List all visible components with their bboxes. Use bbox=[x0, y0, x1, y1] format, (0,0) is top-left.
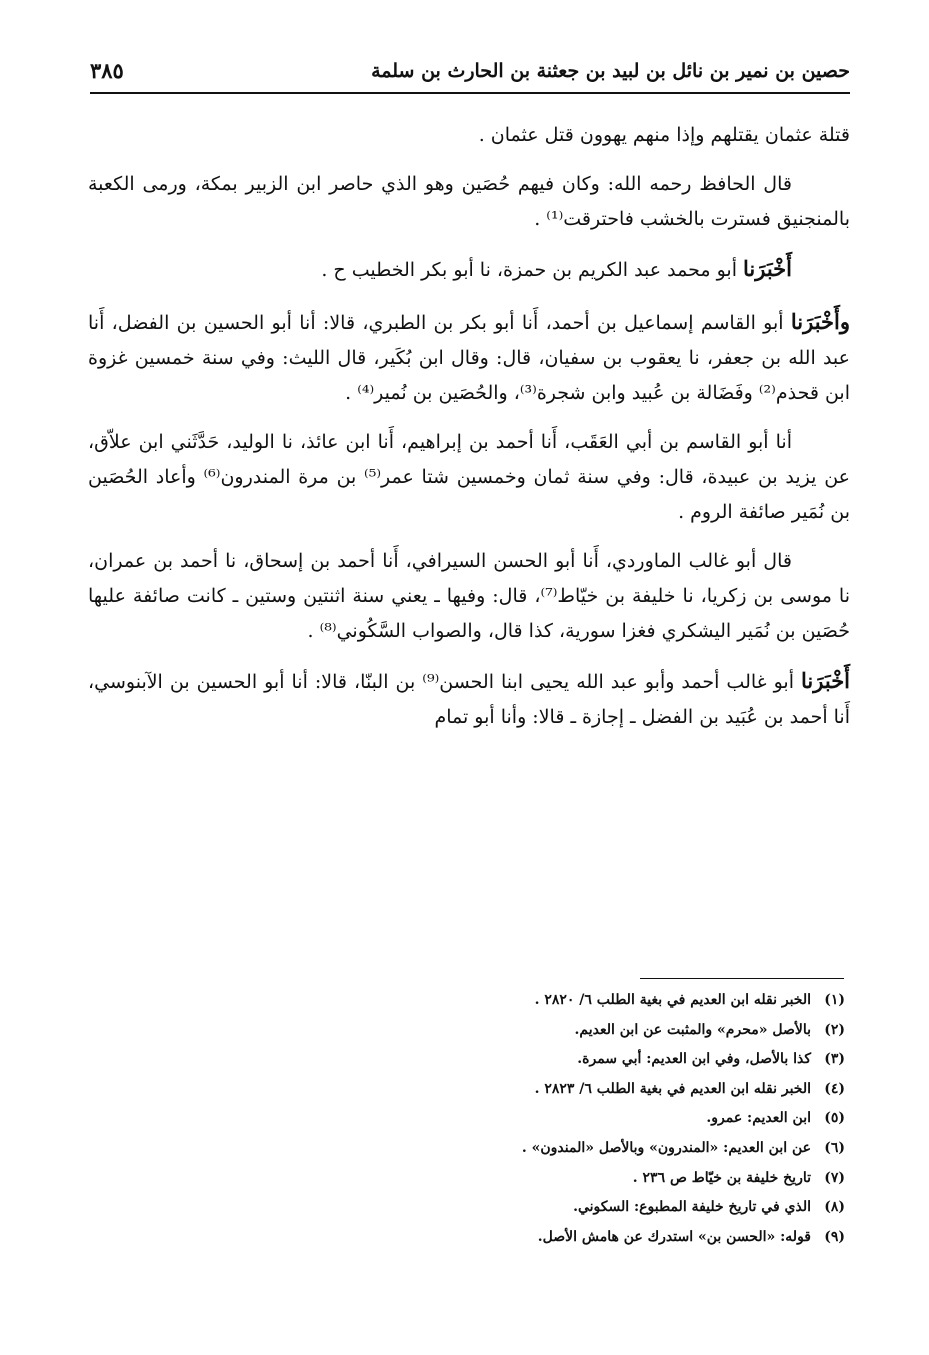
paragraph bbox=[88, 304, 850, 411]
paragraph bbox=[88, 118, 850, 153]
paragraph bbox=[88, 425, 850, 530]
page-header bbox=[90, 52, 850, 94]
footnote-number: (٤) bbox=[824, 1080, 845, 1097]
main-text bbox=[88, 118, 850, 749]
footnote-number: (٩) bbox=[824, 1228, 845, 1245]
paragraph bbox=[88, 167, 850, 237]
footnote-divider bbox=[640, 978, 844, 979]
paragraph-text: أبو القاسم إسماعيل بن أحمد، أَنا أبو بكر بن الطبري، قالا: أنا أبو الحسين بن الفضل، أَنا عبد الله بن جعفر، نا يعقوب بن سفيان، قال: وقال ابن بُكَير، قال الليث: وفي سنة خمسين غزوة ابن قحذم⁽²⁾ وفَضَالة بن عُبيد وابن شجرة⁽³⁾، والحُصَين بن نُمير⁽⁴⁾ . bbox=[88, 312, 850, 404]
footnote-number: (٧) bbox=[824, 1169, 845, 1186]
paragraph-lead: أَخْبَرَنا bbox=[743, 256, 792, 281]
paragraph-text: أبو محمد عبد الكريم بن حمزة، نا أبو بكر الخطيب ح . bbox=[321, 259, 744, 281]
footnote-text: الذي في تاريخ خليفة المطبوع: السكوني. bbox=[573, 1199, 811, 1216]
footnote-number: (١) bbox=[824, 992, 845, 1008]
footnote-text: ابن العديم: عمرو. bbox=[706, 1110, 811, 1127]
footnote bbox=[300, 986, 845, 1016]
footnote bbox=[300, 1223, 845, 1253]
footnotes-list bbox=[300, 986, 845, 1252]
paragraph-text: قال أبو غالب الماوردي، أَنا أبو الحسن السيرافي، أَنا أحمد بن إسحاق، نا أحمد بن عمران، نا موسى بن زكريا، نا خليفة بن خيّاط⁽⁷⁾، قال: وفيها ـ يعني سنة اثنتين وستين ـ كانت صائفة عليها حُصَين بن نُمَير اليشكري فغزا سورية، كذا قال، والصواب السَّكُوني⁽⁸⁾ . bbox=[88, 550, 851, 642]
footnote bbox=[300, 1016, 845, 1046]
footnote bbox=[300, 1045, 845, 1075]
paragraph-text: قال الحافظ رحمه الله: وكان فيهم حُصَين وهو الذي حاصر ابن الزبير بمكة، ورمى الكعبة بالمنجنيق فسترت بالخشب فاحترقت⁽¹⁾ . bbox=[88, 173, 850, 230]
footnote-text: الخبر نقله ابن العديم في بغية الطلب ٦/ ٢٨٢٠ . bbox=[534, 992, 811, 1008]
paragraph-text: أبو غالب أحمد وأبو عبد الله يحيى ابنا الحسن⁽⁹⁾ بن البنّا، قالا: أنا أبو الحسين بن الآبنوسي، أَنا أحمد بن عُبَيد بن الفضل ـ إجازة ـ قالا: وأنا أبو تمام bbox=[88, 671, 850, 728]
paragraph-text: أنا أبو القاسم بن أبي العَقَب، أَنا أحمد بن إبراهيم، أَنا ابن عائذ، نا الوليد، حَدَّثَني ابن علاّق، عن يزيد بن عبيدة، قال: وفي سنة ثمان وخمسين شتا عمر⁽⁵⁾ بن مرة المندرون⁽⁶⁾ وأعاد الحُصَين بن نُمَير صائفة الروم . bbox=[88, 431, 850, 523]
footnote bbox=[300, 1104, 845, 1134]
footnote-number: (٣) bbox=[824, 1051, 845, 1068]
paragraph bbox=[88, 663, 850, 735]
footnote-text: كذا بالأصل، وفي ابن العديم: أبي سمرة. bbox=[577, 1051, 811, 1068]
footnote-text: تاريخ خليفة بن خيّاط ص ٢٣٦ . bbox=[632, 1169, 811, 1186]
footnote-text: عن ابن العديم: «المندرون» وبالأصل «المندون» . bbox=[521, 1139, 811, 1156]
paragraph bbox=[88, 251, 850, 288]
footnote bbox=[300, 1193, 845, 1223]
footnote-text: قوله: «الحسن بن» استدرك عن هامش الأصل. bbox=[537, 1228, 811, 1245]
paragraph bbox=[88, 544, 850, 649]
footnote-text: بالأصل «محرم» والمثبت عن ابن العديم. bbox=[574, 1021, 811, 1038]
paragraph-lead: أَخْبَرَنا bbox=[801, 668, 851, 693]
running-title: حصين بن نمير بن نائل بن لبيد بن جعثنة بن الحارث بن سلمة bbox=[371, 60, 850, 82]
paragraph-text: قتلة عثمان يقتلهم وإذا منهم يهوون قتل عثمان . bbox=[478, 124, 850, 146]
footnote-number: (٥) bbox=[824, 1110, 845, 1127]
footnote-number: (٦) bbox=[824, 1139, 845, 1156]
footnote-text: الخبر نقله ابن العديم في بغية الطلب ٦/ ٢٨٢٣ . bbox=[534, 1080, 811, 1097]
footnote bbox=[300, 1134, 845, 1164]
footnote bbox=[300, 1075, 845, 1105]
paragraph-lead: وأَخْبَرَنا bbox=[790, 309, 850, 334]
footnote-number: (٨) bbox=[824, 1199, 845, 1216]
footnote bbox=[300, 1164, 845, 1194]
page-number: ٣٨٥ bbox=[90, 58, 124, 83]
footnote-number: (٢) bbox=[824, 1021, 845, 1038]
